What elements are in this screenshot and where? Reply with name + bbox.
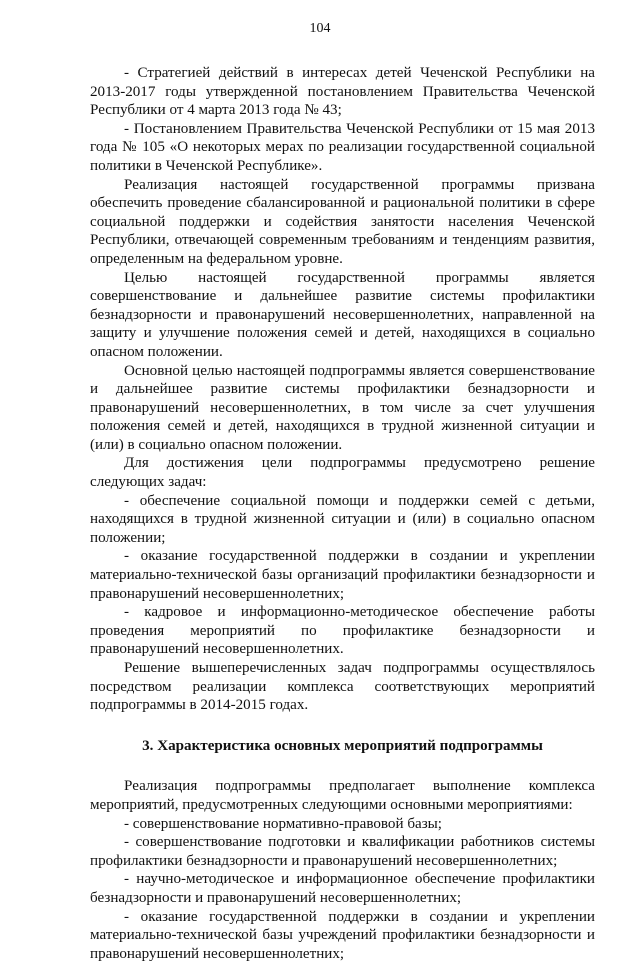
paragraph-program-purpose: Реализация настоящей государственной программы призвана обеспечить проведение сбалансированной и рациональной политики в сфере социальной поддержки и содействия занятости населения Чеченской Республики, отвечающей современным требованиям и тенденциям развития, определенным на федеральном уровне. (90, 176, 595, 267)
paragraph-program-goal: Целью настоящей государственной программы является совершенствование и дальнейшее развитие системы профилактики безнадзорности и правонарушений несовершеннолетних, направленной на защиту и улучшение положения семей и детей, находящихся в социально опасном положении. (90, 269, 595, 360)
paragraph-resolution-item: - Постановлением Правительства Чеченской Республики от 15 мая 2013 года № 105 «О некоторых мерах по реализации государственной социальной политики в Чеченской Республике». (90, 120, 595, 174)
paragraph-strategy-item: - Стратегией действий в интересах детей Чеченской Республики на 2013-2017 годы утвержденной постановлением Правительства Чеченской Республики от 4 марта 2013 года № 43; (90, 65, 595, 119)
page-content (90, 64, 595, 963)
task-item-social-help: - обеспечение социальной помощи и поддержки семей с детьми, находящихся в трудной жизненной ситуации и (или) в социально опасном положении; (90, 492, 595, 546)
paragraph-tasks-intro: Для достижения цели подпрограммы предусмотрено решение следующих задач: (90, 455, 595, 491)
task-item-state-support: - оказание государственной поддержки в создании и укреплении материально-технической базы организаций профилактики безнадзорности и правонарушений несовершеннолетних; (90, 548, 595, 602)
paragraph-implementation: Реализация подпрограммы предполагает выполнение комплекса мероприятий, предусмотренных следующими основными мероприятиями: (90, 778, 595, 813)
paragraph-subprogram-goal: Основной целью настоящей подпрограммы является совершенствование и дальнейшее развитие системы профилактики безнадзорности и правонарушений несовершеннолетних, в том числе за счет улучшения положения семей и детей, находящихся в трудной жизненной ситуации и (или) в социально опасном положении. (90, 362, 595, 453)
measure-item-state-support: - оказание государственной поддержки в создании и укреплении материально-технической базы учреждений профилактики безнадзорности и правонарушений несовершеннолетних; (90, 908, 595, 962)
measure-item-methodical: - научно-методическое и информационное обеспечение профилактики безнадзорности и правонарушений несовершеннолетних; (90, 871, 595, 906)
section-heading: 3. Характеристика основных мероприятий подпрограммы (142, 737, 543, 754)
paragraph-tasks-solution: Решение вышеперечисленных задач подпрограммы осуществлялось посредством реализации комплекса соответствующих мероприятий подпрограммы в 2014-2015 годах. (90, 660, 595, 714)
task-item-staffing: - кадровое и информационно-методическое обеспечение работы проведения мероприятий по профилактике безнадзорности и правонарушений несовершеннолетних. (90, 604, 595, 658)
measure-item-training: - совершенствование подготовки и квалификации работников системы профилактики безнадзорности и правонарушений несовершеннолетних; (90, 834, 595, 869)
measure-item-legal-base: - совершенствование нормативно-правовой базы; (124, 815, 442, 832)
page-number: 104 (309, 21, 331, 36)
